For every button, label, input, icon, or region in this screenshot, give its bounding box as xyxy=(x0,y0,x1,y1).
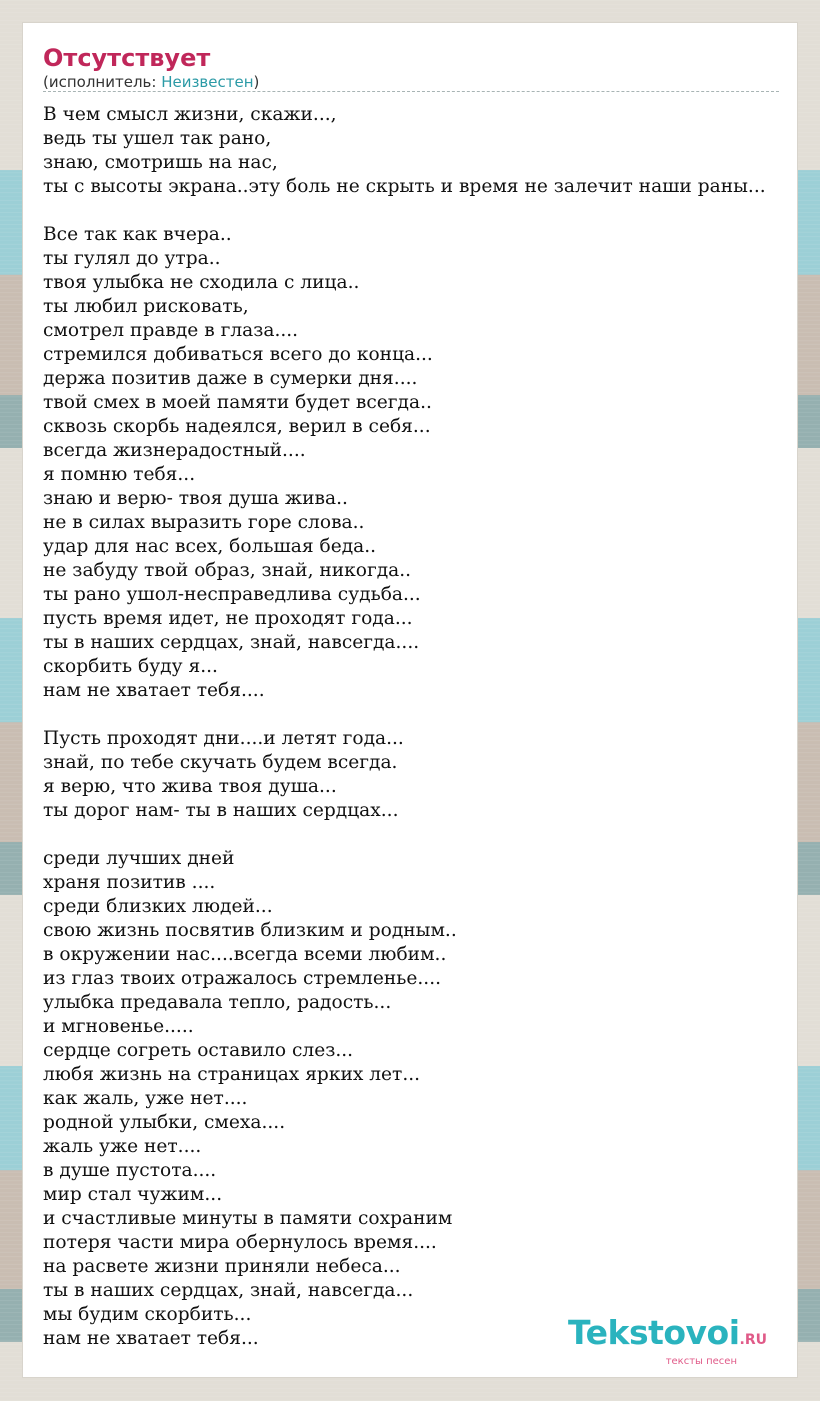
lyric-line: как жаль, уже нет.... xyxy=(43,1088,248,1109)
lyric-line: ты гулял до утра.. xyxy=(43,248,221,269)
lyric-line: скорбить буду я... xyxy=(43,656,218,677)
artist-prefix: (исполнитель: xyxy=(43,73,162,91)
lyric-line: жаль уже нет.... xyxy=(43,1136,202,1157)
lyric-line: В чем смысл жизни, скажи..., xyxy=(43,104,337,125)
lyric-line: пусть время идет, не проходят года... xyxy=(43,608,413,629)
lyric-line: Все так как вчера.. xyxy=(43,224,232,245)
lyric-line: ты с высоты экрана..эту боль не скрыть и время не залечит наши раны... xyxy=(43,176,766,197)
lyric-line: улыбка предавала тепло, радость... xyxy=(43,992,392,1013)
lyric-line: нам не хватает тебя.... xyxy=(43,680,265,701)
lyric-line: я верю, что жива твоя душа... xyxy=(43,776,337,797)
song-header xyxy=(43,43,779,92)
logo-tld: .RU xyxy=(739,1332,767,1348)
lyric-line: стремился добиваться всего до конца... xyxy=(43,344,433,365)
lyric-line: смотрел правде в глаза.... xyxy=(43,320,299,341)
lyrics-text xyxy=(43,103,820,1351)
lyric-line: знай, по тебе скучать будем всегда. xyxy=(43,752,398,773)
lyric-line: держа позитив даже в сумерки дня.... xyxy=(43,368,418,389)
lyric-line: всегда жизнерадостный.... xyxy=(43,440,306,461)
lyric-line: свою жизнь посвятив близким и родным.. xyxy=(43,920,457,941)
lyric-line: знаю и верю- твоя душа жива.. xyxy=(43,488,348,509)
lyric-line: ты рано ушол-несправедлива судьба... xyxy=(43,584,421,605)
stanza-break xyxy=(43,199,820,223)
logo-name: Tekstovoi xyxy=(567,1313,740,1352)
lyric-line: ты дорог нам- ты в наших сердцах... xyxy=(43,800,399,821)
lyric-line: ведь ты ушел так рано, xyxy=(43,128,272,149)
lyric-line: мир стал чужим... xyxy=(43,1184,223,1205)
lyric-line: родной улыбки, смеха.... xyxy=(43,1112,286,1133)
logo-tagline: тексты песен xyxy=(665,1356,737,1367)
lyric-line: среди близких людей... xyxy=(43,896,273,917)
artist-suffix: ) xyxy=(253,73,260,91)
logo-wordmark xyxy=(567,1313,767,1357)
artist-line xyxy=(43,73,779,91)
lyric-line: Пусть проходят дни....и летят года... xyxy=(43,728,404,749)
lyric-line: потеря части мира обернулось время.... xyxy=(43,1232,437,1253)
lyric-line: твой смех в моей памяти будет всегда.. xyxy=(43,392,432,413)
lyric-line: ты в наших сердцах, знай, навсегда.... xyxy=(43,632,420,653)
lyric-line: не в силах выразить горе слова.. xyxy=(43,512,365,533)
lyric-line: и мгновенье..... xyxy=(43,1016,194,1037)
lyric-line: из глаз твоих отражалось стремленье.... xyxy=(43,968,442,989)
lyric-line: сквозь скорбь надеялся, верил в себя... xyxy=(43,416,431,437)
lyric-line: в окружении нас....всегда всеми любим.. xyxy=(43,944,447,965)
lyric-line: среди лучших дней xyxy=(43,848,235,869)
lyric-line: и счастливые минуты в памяти сохраним xyxy=(43,1208,453,1229)
lyric-line: нам не хватает тебя... xyxy=(43,1328,259,1349)
lyric-line: твоя улыбка не сходила с лица.. xyxy=(43,272,360,293)
stanza-break xyxy=(43,823,820,847)
content-card xyxy=(22,22,798,1378)
lyric-line: мы будим скорбить... xyxy=(43,1304,252,1325)
lyric-line: сердце согреть оставило слез... xyxy=(43,1040,354,1061)
lyric-line: не забуду твой образ, знай, никогда.. xyxy=(43,560,412,581)
lyric-line: храня позитив .... xyxy=(43,872,216,893)
lyric-line: удар для нас всех, большая беда.. xyxy=(43,536,377,557)
site-logo[interactable] xyxy=(567,1313,767,1367)
song-title: Отсутствует xyxy=(43,44,211,72)
lyric-line: любя жизнь на страницах ярких лет... xyxy=(43,1064,421,1085)
lyric-line: ты любил рисковать, xyxy=(43,296,249,317)
lyric-line: знаю, смотришь на нас, xyxy=(43,152,278,173)
lyric-line: я помню тебя... xyxy=(43,464,196,485)
artist-link[interactable]: Неизвестен xyxy=(161,73,254,91)
stanza-break xyxy=(43,703,820,727)
lyric-line: на расвете жизни приняли небеса... xyxy=(43,1256,401,1277)
lyric-line: ты в наших сердцах, знай, навсегда... xyxy=(43,1280,414,1301)
lyric-line: в душе пустота.... xyxy=(43,1160,217,1181)
